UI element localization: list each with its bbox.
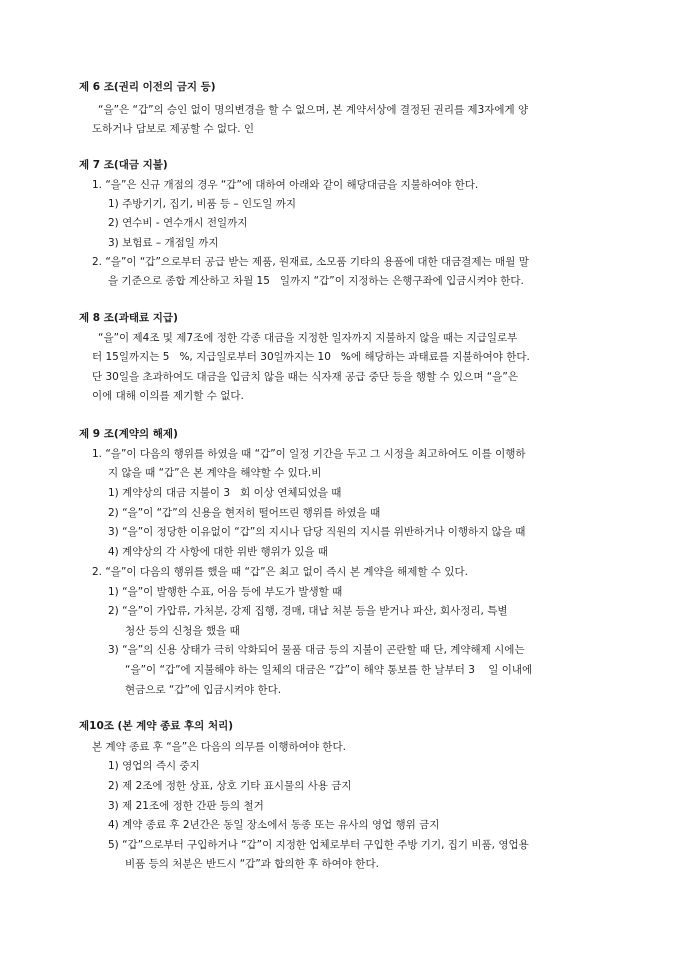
paragraph-line: “을”이 제4조 및 제7조에 정한 각종 대금을 지정한 일자까지 지불하지 않을 때는 지급일로부 bbox=[98, 332, 518, 344]
list-item: 4) 계약 종료 후 2년간은 동일 장소에서 동종 또는 유사의 영업 행위 금지 bbox=[108, 819, 440, 831]
paragraph-line: “을”은 “갑”의 승인 없이 명의변경을 할 수 없으며, 본 계약서상에 결정된 권리를 제3자에게 양 bbox=[98, 104, 529, 116]
paragraph-line: 본 계약 종료 후 “을”은 다음의 의무를 이행하여야 한다. bbox=[92, 741, 346, 753]
article-7-heading: 제 7 조(대금 지불) bbox=[79, 159, 168, 171]
article-8-heading: 제 8 조(과태료 지급) bbox=[79, 312, 178, 324]
list-item: 1) 영업의 즉시 중지 bbox=[108, 760, 200, 772]
list-item: 비품 등의 처분은 반드시 “갑”과 합의한 후 하여야 한다. bbox=[125, 858, 379, 870]
list-item: 3) “을”의 신용 상태가 극히 악화되어 물품 대금 등의 지불이 곤란할 때 단, 계약해제 시에는 bbox=[108, 644, 525, 656]
list-item: “을”이 “갑”에 지불해야 하는 일체의 대금은 “갑”이 해약 통보를 한 날부터 3 일 이내에 bbox=[125, 664, 533, 676]
list-item: 2. “을”이 다음의 행위를 했을 때 “갑”은 최고 없이 즉시 본 계약을 해제할 수 있다. bbox=[92, 566, 468, 578]
list-item: 2) “을”이 가압류, 가처분, 강제 집행, 경매, 대납 처분 등을 받거나 파산, 회사정리, 특별 bbox=[108, 605, 508, 617]
list-item: 지 않을 때 “갑”은 본 계약을 해약할 수 있다.비 bbox=[108, 467, 322, 479]
article-6-heading: 제 6 조(권리 이전의 금지 등) bbox=[79, 81, 216, 93]
list-item: 을 기준으로 종합 계산하고 차월 15 일까지 “갑”이 지정하는 은행구좌에 입금시켜야 한다. bbox=[108, 275, 524, 287]
paragraph-line: 도하거나 담보로 제공할 수 없다. 인 bbox=[92, 123, 255, 135]
list-item: 1) 계약상의 대금 지불이 3 회 이상 연체되었을 때 bbox=[108, 487, 342, 499]
list-item: 2) 제 2조에 정한 상표, 상호 기타 표시물의 사용 금지 bbox=[108, 780, 352, 792]
list-item: 1) “을”이 발행한 수표, 어음 등에 부도가 발생할 때 bbox=[108, 586, 343, 598]
article-10-heading: 제10조 (본 계약 종료 후의 처리) bbox=[79, 720, 234, 732]
paragraph-line: 이에 대해 이의를 제기할 수 없다. bbox=[92, 390, 244, 402]
list-item: 4) 계약상의 각 사항에 대한 위반 행위가 있을 때 bbox=[108, 546, 329, 558]
list-item: 2) 연수비 - 연수개시 전일까지 bbox=[108, 217, 248, 229]
article-9-heading: 제 9 조(계약의 해제) bbox=[79, 428, 178, 440]
paragraph-line: 단 30일을 초과하여도 대금을 입금치 않을 때는 식자재 공급 중단 등을 행할 수 있으며 “을”은 bbox=[92, 371, 518, 383]
list-item: 현금으로 “갑”에 입금시켜야 한다. bbox=[125, 684, 282, 696]
list-item: 3) 보험료 – 개점일 까지 bbox=[108, 237, 219, 249]
list-item: 2) “을”이 “갑”의 신용을 현저히 떨어뜨린 행위를 하였을 때 bbox=[108, 507, 381, 519]
list-item: 1. “을”이 다음의 행위를 하였을 때 “갑”이 일정 기간을 두고 그 시정을 최고하여도 이를 이행하 bbox=[92, 448, 526, 460]
paragraph-line: 터 15일까지는 5 %, 지급일로부터 30일까지는 10 %에 해당하는 과태료를 지불하여야 한다. bbox=[92, 351, 530, 363]
list-item: 3) “을”이 정당한 이유없이 “갑”의 지시나 담당 직원의 지시를 위반하거나 이행하지 않을 때 bbox=[108, 526, 526, 538]
list-item: 청산 등의 신청을 했을 때 bbox=[125, 625, 240, 637]
list-item: 3) 제 21조에 정한 간판 등의 철거 bbox=[108, 800, 264, 812]
list-item: 5) “갑”으로부터 구입하거나 “갑”이 지정한 업체로부터 구입한 주방 기기, 집기 비품, 영업용 bbox=[108, 839, 529, 851]
list-item: 1. “을”은 신규 개점의 경우 “갑”에 대하여 아래와 같이 해당대금을 지불하여야 한다. bbox=[92, 179, 479, 191]
list-item: 2. “을”이 “갑”으로부터 공급 받는 제품, 원재료, 소모품 기타의 용품에 대한 대금결제는 매월 말 bbox=[92, 256, 529, 268]
list-item: 1) 주방기기, 집기, 비품 등 – 인도일 까지 bbox=[108, 198, 297, 210]
